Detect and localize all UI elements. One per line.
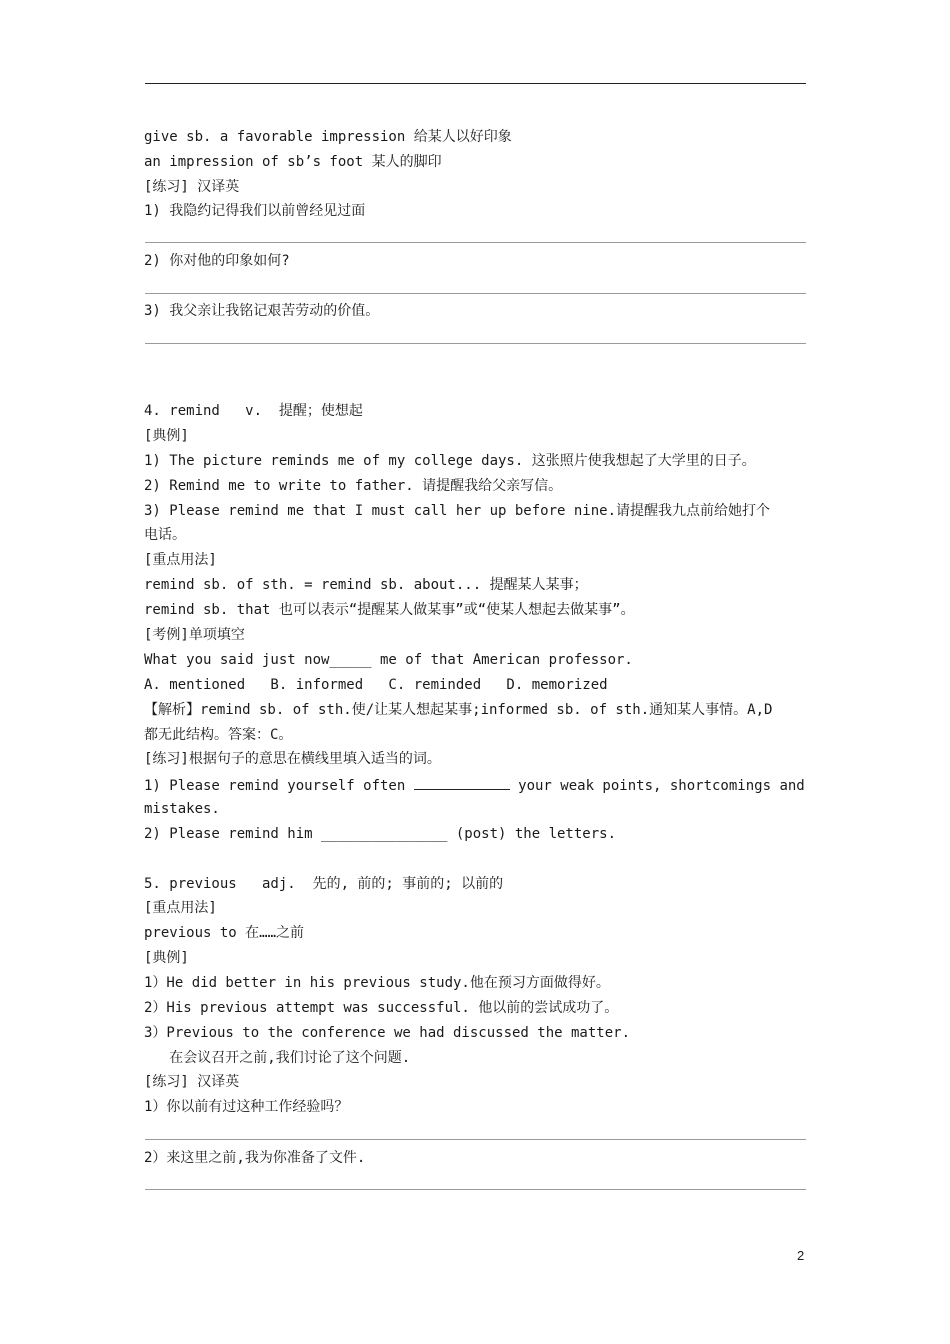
section-heading: 4. remind v. 提醒；使想起 xyxy=(144,403,363,419)
practice-label: [练习] 汉译英 xyxy=(144,179,240,195)
test-options: A. mentioned B. informed C. reminded D. memorized xyxy=(144,677,608,693)
usage-label: [重点用法] xyxy=(144,552,217,568)
fill-blank xyxy=(414,775,510,790)
answer-line xyxy=(145,1189,806,1190)
section-heading: 5. previous adj. 先的, 前的; 事前的; 以前的 xyxy=(144,876,504,892)
exercise-item: 1) 我隐约记得我们以前曾经见过面 xyxy=(144,203,366,219)
answer-line xyxy=(145,293,806,294)
practice-item xyxy=(144,775,805,795)
example-line: 2）His previous attempt was successful. 他以前的尝试成功了。 xyxy=(144,1000,619,1016)
analysis-line: 【解析】remind sb. of sth.使/让某人想起某事;informed sb. of sth.通知某人事情。A,D xyxy=(144,702,773,718)
exercise-item: 2) 你对他的印象如何? xyxy=(144,253,290,269)
practice-item: 2) Please remind him _______________ (post) the letters. xyxy=(144,826,617,842)
test-label: [考例]单项填空 xyxy=(144,627,245,643)
examples-label: [典例] xyxy=(144,428,189,444)
test-question: What you said just now_____ me of that American professor. xyxy=(144,652,633,668)
example-line: 3) Please remind me that I must call her up before nine.请提醒我九点前给她打个 xyxy=(144,503,771,519)
page-number: 2 xyxy=(797,1248,805,1263)
answer-line xyxy=(145,343,806,344)
example-line: 3）Previous to the conference we had discussed the matter. xyxy=(144,1025,631,1041)
usage-line: remind sb. that 也可以表示“提醒某人做某事”或“使某人想起去做某事”。 xyxy=(144,602,635,618)
practice-label: [练习]根据句子的意思在横线里填入适当的词。 xyxy=(144,751,441,767)
usage-label: [重点用法] xyxy=(144,900,217,916)
example-line: 1）He did better in his previous study.他在预习方面做得好。 xyxy=(144,975,610,991)
practice-text: your weak points, shortcomings and xyxy=(509,778,805,794)
example-line: 2) Remind me to write to father. 请提醒我给父亲写信。 xyxy=(144,478,563,494)
practice-text: 1) Please remind yourself often xyxy=(144,778,414,794)
practice-item: mistakes. xyxy=(144,801,220,817)
exercise-item: 1）你以前有过这种工作经验吗？ xyxy=(144,1099,349,1115)
example-line: 电话。 xyxy=(144,527,186,543)
header-rule xyxy=(145,83,806,84)
example-line: 1) The picture reminds me of my college days. 这张照片使我想起了大学里的日子。 xyxy=(144,453,756,469)
answer-line xyxy=(145,242,806,243)
examples-label: [典例] xyxy=(144,950,189,966)
text-line: give sb. a favorable impression 给某人以好印象 xyxy=(144,129,512,145)
usage-line: previous to 在……之前 xyxy=(144,925,305,941)
example-line: 在会议召开之前,我们讨论了这个问题. xyxy=(144,1050,411,1066)
exercise-item: 2）来这里之前,我为你准备了文件. xyxy=(144,1150,366,1166)
answer-line xyxy=(145,1139,806,1140)
text-line: an impression of sb’s foot 某人的脚印 xyxy=(144,154,442,170)
usage-line: remind sb. of sth. = remind sb. about... 提醒某人某事； xyxy=(144,577,588,593)
exercise-item: 3) 我父亲让我铭记艰苦劳动的价值。 xyxy=(144,303,380,319)
analysis-line: 都无此结构。答案：C。 xyxy=(144,727,293,743)
practice-label: [练习] 汉译英 xyxy=(144,1074,240,1090)
